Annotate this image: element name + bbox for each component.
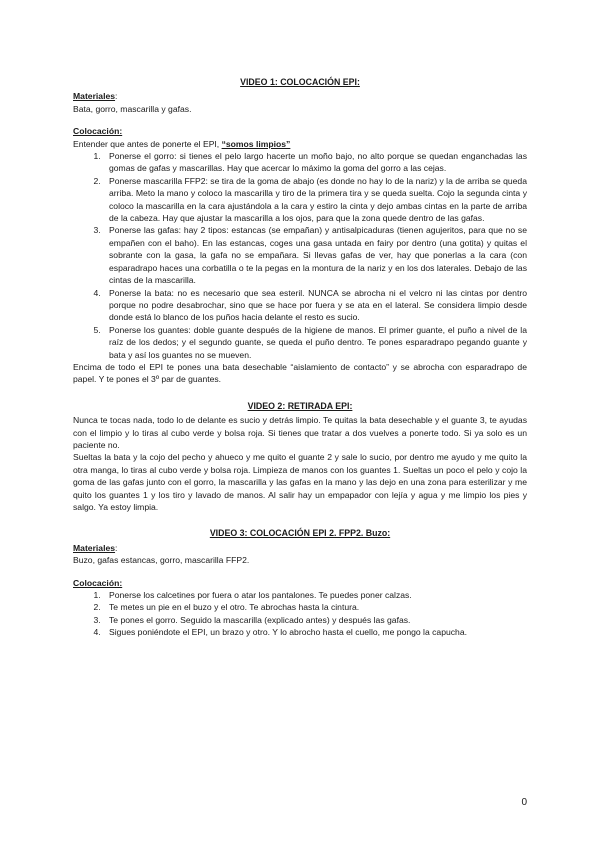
list-item: 2. Ponerse mascarilla FFP2: se tira de la goma de abajo (es donde no hay lo de la nariz) y la de arriba se queda arriba. Meto la mano y coloco la mascarilla y tiro de la primera tira y se queda suelta. Cojo la segunda cinta y coloco la mascarilla en la cara ajustándola a la cara y estiro la cinta y dejo ambas cintas en la parte de arriba de la cabeza. Hay que ajustar la mascarilla a los ojos, para que la zona quede dentro de las gafas. [103, 175, 527, 225]
video1-steps-list [73, 150, 527, 361]
materiales-colon: : [115, 91, 118, 102]
page-number: 0 [521, 797, 527, 808]
document-body [73, 76, 527, 639]
video1-closing: Encima de todo el EPI te pones una bata desechable “aislamiento de contacto” y se abrocha con esparadrapo de papel. Y te pones el 3º par de guantes. [73, 361, 527, 385]
list-item: 5. Ponerse los guantes: doble guante después de la higiene de manos. El primer guante, el puño a nivel de la raíz de los dedos; y el segundo guante, se queda el puño dentro. Te pones esparadrapo pegando guante y bata y así los guantes no se mueven. [103, 324, 527, 361]
video1-materiales-text: Bata, gorro, mascarilla y gafas. [73, 103, 192, 114]
video1-title: VIDEO 1: COLOCACIÓN EPI: [240, 77, 360, 87]
video1-materiales-heading [73, 90, 527, 102]
intro-text: Entender que antes de ponerte el EPI, [73, 138, 222, 149]
video2-title: VIDEO 2: RETIRADA EPI: [247, 400, 353, 411]
list-item: 2. Te metes un pie en el buzo y el otro. Te abrochas hasta la cintura. [103, 601, 527, 613]
intro-bold: “somos limpios” [221, 138, 291, 149]
list-item: 1. Ponerse los calcetines por fuera o atar los pantalones. Te puedes poner calzas. [103, 589, 527, 601]
video3-steps-list [73, 589, 527, 639]
list-item: 1. Ponerse el gorro: si tienes el pelo largo hacerte un moño bajo, no alto porque se quedan enganchadas las gomas de gafas y mascarillas. Hay que acercar lo máximo la goma del gorro a las cejas. [103, 150, 527, 175]
video2-paragraph-2: Sueltas la bata y la cojo del pecho y ahueco y me quito el guante 2 y sale lo sucio, por dentro me ayudo y me quito la otra manga, lo tiras al cubo verde y bolsa roja. Limpieza de manos con los guantes 1. Sueltas un poco el pelo y cojo la goma de las gafas junto con el gorro, la mascarilla y las gafas en la mano y las dejo en una zona para esterilizar y me quito los guantes 1 y los tiro y lavado de manos. Al salir hay un empapador con lejía y agua y me limpio los pies y salgo. Ya estoy limpia. [73, 452, 527, 512]
video3-title: VIDEO 3: COLOCACIÓN EPI 2. FPP2. Buzo: [209, 528, 391, 539]
video3-materiales-text: Buzo, gafas estancas, gorro, mascarilla FFP2. [73, 555, 250, 566]
video1-colocacion-heading [73, 125, 527, 137]
video1-intro [73, 138, 527, 150]
colocacion-label: Colocación: [73, 577, 123, 588]
list-item: 4. Ponerse la bata: no es necesario que sea esteril. NUNCA se abrocha ni el velcro ni las cintas por dentro porque no podre desabrochar, sino que se hace por fuera y se ata en el lateral. Se considera limpio desde donde está lo blanco de los puños hacia delante el resto es sucio. [103, 287, 527, 324]
materiales-label: Materiales [73, 91, 116, 102]
list-item: 3. Ponerse las gafas: hay 2 tipos: estancas (se empañan) y antisalpicaduras (tienen agujeritos, para que no se empañen con el baho). En las estancas, coges una gasa untada en fairy por dentro (una gotita) y quitas el sobrante con la gasa, la gafa no se empañara. Si llevas gafas de ver, hay que ponerlas a la cara (con esparadrapo haces una corbatilla o te la pegas en la montura de la nariz y en los dos laterales. Debajo de las cintas de la mascarilla. [103, 224, 527, 286]
materiales-label: Materiales [73, 542, 116, 553]
video3-materiales-heading [73, 542, 527, 554]
video3-colocacion-heading [73, 577, 527, 589]
materiales-colon: : [115, 542, 118, 553]
colocacion-label: Colocación: [73, 126, 123, 137]
list-item: 3. Te pones el gorro. Seguido la mascarilla (explicado antes) y después las gafas. [103, 614, 527, 626]
video2-paragraph-1: Nunca te tocas nada, todo lo de delante es sucio y detrás limpio. Te quitas la bata desechable y el guante 3, te ayudas con el limpio y lo tiras al cubo verde y bolsa roja. Si tienes que tratar a dos vuelves a ponerte todo. Si ya solo es un paciente no. [73, 415, 527, 450]
list-item: 4. Sigues poniéndote el EPI, un brazo y otro. Y lo abrocho hasta el cuello, me pongo la capucha. [103, 626, 527, 638]
